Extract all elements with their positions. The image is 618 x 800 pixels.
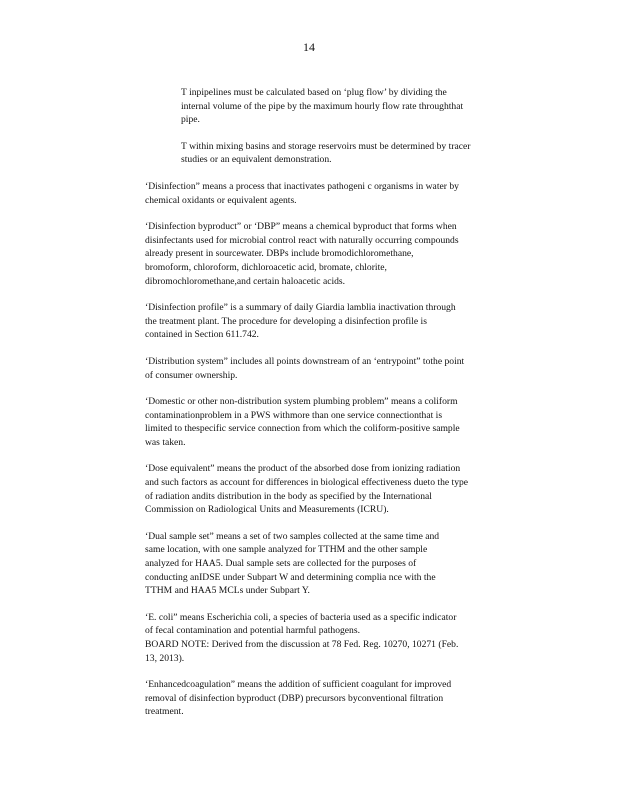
text-line: contained in Section 611.742. xyxy=(145,329,259,341)
text-line: ‘Dual sample set” means a set of two samples collected at the same time and xyxy=(145,530,440,542)
text-line: ‘E. coli” means Escherichia coli, a species of bacteria used as a specific indicator xyxy=(145,611,457,623)
text-line: ‘Disinfection profile” is a summary of daily Giardia lamblia inactivation through xyxy=(145,302,456,314)
text-line: of radiation andits distribution in the body as specified by the International xyxy=(145,490,432,502)
indented-paragraph xyxy=(181,140,543,167)
text-line: contaminationproblem in a PWS withmore than one service connectionthat is xyxy=(145,409,443,421)
text-line: disinfectants used for microbial control react with naturally occurring compounds xyxy=(145,234,459,246)
text-line: was taken. xyxy=(145,436,186,448)
text-line: the treatment plant. The procedure for developing a disinfection profile is xyxy=(145,315,427,327)
text-line: studies or an equivalent demonstration. xyxy=(181,154,332,166)
definition-paragraph xyxy=(145,301,545,342)
text-line: ‘Disinfection” means a process that inactivates pathogeni c organisms in water by xyxy=(145,180,459,192)
text-line: dibromochloromethane,and certain haloacetic acids. xyxy=(145,275,346,287)
text-line: ‘Disinfection byproduct” or ‘DBP” means a chemical byproduct that forms when xyxy=(145,221,457,233)
text-line: chemical oxidants or equivalent agents. xyxy=(145,194,297,206)
text-line: Commission on Radiological Units and Measurements (ICRU). xyxy=(145,504,389,516)
definition-paragraph xyxy=(145,678,545,719)
text-line: of consumer ownership. xyxy=(145,369,238,381)
text-line: 13, 2013). xyxy=(145,652,185,664)
text-line: T inpipelines must be calculated based on ‘plug flow’ by dividing the xyxy=(181,87,447,98)
definition-paragraph xyxy=(145,530,545,598)
document-body xyxy=(145,86,545,732)
definition-paragraph xyxy=(145,462,545,516)
text-line: ‘Domestic or other non-distribution system plumbing problem” means a coliform xyxy=(145,396,458,408)
text-line: and such factors as account for differences in biological effectiveness dueto the type xyxy=(145,477,469,489)
text-line: same location, with one sample analyzed for TTHM and the other sample xyxy=(145,544,428,556)
text-line: conducting anIDSE under Subpart W and determining complia nce with the xyxy=(145,571,436,583)
text-line: of fecal contamination and potential harmful pathogens. xyxy=(145,625,360,637)
text-line: T within mixing basins and storage reservoirs must be determined by tracer xyxy=(181,140,471,152)
text-line: TTHM and HAA5 MCLs under Subpart Y. xyxy=(145,585,310,597)
text-line: ‘Dose equivalent” means the product of the absorbed dose from ionizing radiation xyxy=(145,463,461,475)
indented-paragraph xyxy=(181,86,543,127)
definition-paragraph xyxy=(145,220,545,288)
definition-paragraph xyxy=(145,180,545,207)
definition-paragraph xyxy=(145,395,545,449)
text-line: internal volume of the pipe by the maximum hourly flow rate throughthat xyxy=(181,100,464,112)
text-line: analyzed for HAA5. Dual sample sets are collected for the purposes of xyxy=(145,558,417,570)
text-line: ‘Enhancedcoagulation” means the addition of sufficient coagulant for improved xyxy=(145,679,452,691)
text-line: already present in sourcewater. DBPs include bromodichloromethane, xyxy=(145,248,414,260)
page-number: 14 xyxy=(303,40,315,54)
text-line: pipe. xyxy=(181,114,200,126)
text-line: ‘Distribution system” includes all points downstream of an ‘entrypoint” tothe point xyxy=(145,355,465,367)
definition-paragraph xyxy=(145,611,545,665)
text-line: bromoform, chloroform, dichloroacetic acid, bromate, chlorite, xyxy=(145,261,387,273)
text-line: treatment. xyxy=(145,706,184,718)
definition-paragraph xyxy=(145,355,545,382)
text-line: limited to thespecific service connection from which the coliform-positive sample xyxy=(145,423,460,435)
text-line: removal of disinfection byproduct (DBP) precursors byconventional filtration xyxy=(145,692,444,704)
text-line: BOARD NOTE: Derived from the discussion at 78 Fed. Reg. 10270, 10271 (Feb. xyxy=(145,639,459,650)
